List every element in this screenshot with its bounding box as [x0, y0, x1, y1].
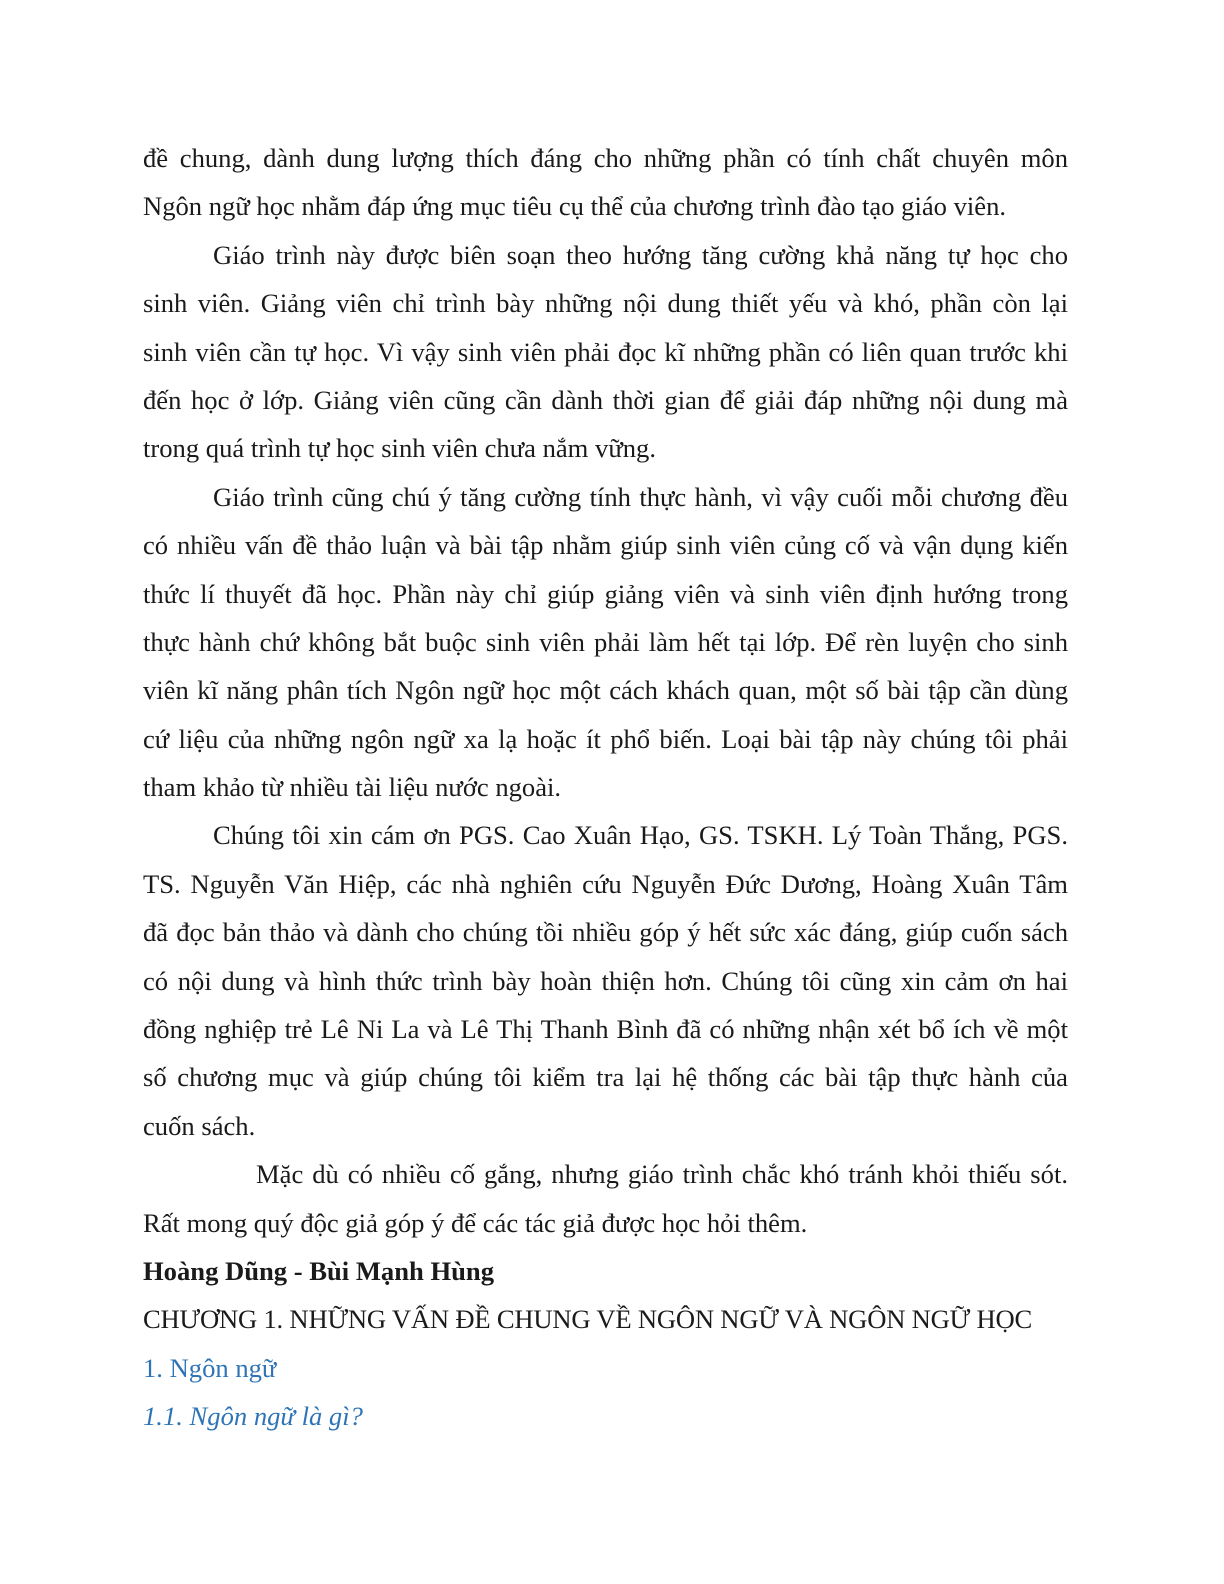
- text-line: thức lí thuyết đã học. Phần này chỉ giúp giảng viên và sinh viên định hướng trong: [143, 578, 1068, 609]
- text-line: Ngôn ngữ học nhằm đáp ứng mục tiêu cụ thể của chương trình đào tạo giáo viên.: [143, 191, 1007, 222]
- chapter-title: CHƯƠNG 1. NHỮNG VẤN ĐỀ CHUNG VỀ NGÔN NGỮ VÀ NGÔN NGỮ HỌC: [143, 1304, 1033, 1335]
- text-line: đề chung, dành dung lượng thích đáng cho những phần có tính chất chuyên môn: [143, 143, 1068, 173]
- text-line: Giáo trình cũng chú ý tăng cường tính thực hành, vì vậy cuối mỗi chương đều: [213, 481, 1068, 512]
- text-line: số chương mục và giúp chúng tôi kiểm tra lại hệ thống các bài tập thực hành của: [143, 1062, 1068, 1093]
- subsection-heading: 1.1. Ngôn ngữ là gì?: [143, 1401, 363, 1432]
- paragraph: [143, 811, 1068, 1150]
- text-line: Rất mong quý độc giả góp ý để các tác giả được học hỏi thêm.: [143, 1207, 808, 1238]
- text-line: có nội dung và hình thức trình bày hoàn thiện hơn. Chúng tôi cũng xin cảm ơn hai: [143, 965, 1068, 996]
- text-line: TS. Nguyễn Văn Hiệp, các nhà nghiên cứu Nguyễn Đức Dương, Hoàng Xuân Tâm: [143, 868, 1068, 899]
- text-line: đồng nghiệp trẻ Lê Ni La và Lê Thị Thanh Bình đã có những nhận xét bổ ích về một: [143, 1014, 1068, 1045]
- text-line: Chúng tôi xin cám ơn PGS. Cao Xuân Hạo, GS. TSKH. Lý Toàn Thắng, PGS.: [213, 820, 1068, 851]
- text-line: Mặc dù có nhiều cố gắng, nhưng giáo trình chắc khó tránh khỏi thiếu sót.: [256, 1159, 1068, 1190]
- paragraph: [143, 1150, 1068, 1247]
- text-line: sinh viên cần tự học. Vì vậy sinh viên phải đọc kĩ những phần có liên quan trước khi: [143, 336, 1068, 367]
- text-line: có nhiều vấn đề thảo luận và bài tập nhằm giúp sinh viên củng cố và vận dụng kiến: [143, 530, 1068, 561]
- text-line: thực hành chứ không bắt buộc sinh viên phải làm hết tại lớp. Để rèn luyện cho sinh: [143, 626, 1068, 657]
- text-line: cứ liệu của những ngôn ngữ xa lạ hoặc ít phổ biến. Loại bài tập này chúng tôi phải: [143, 723, 1068, 754]
- text-line: trong quá trình tự học sinh viên chưa nắm vững.: [143, 433, 656, 464]
- text-line: tham khảo từ nhiều tài liệu nước ngoài.: [143, 772, 562, 803]
- text-line: viên kĩ năng phân tích Ngôn ngữ học một cách khách quan, một số bài tập cần dùng: [143, 675, 1068, 706]
- author-signature: Hoàng Dũng - Bùi Mạnh Hùng: [143, 1255, 495, 1286]
- text-line: đã đọc bản thảo và dành cho chúng tồi nhiều góp ý hết sức xác đáng, giúp cuốn sách: [143, 917, 1068, 948]
- paragraph: [143, 231, 1068, 473]
- text-line: đến học ở lớp. Giảng viên cũng cần dành thời gian để giải đáp những nội dung mà: [143, 384, 1068, 415]
- document-page: [143, 134, 1068, 1441]
- paragraph: [143, 134, 1068, 231]
- text-line: Giáo trình này được biên soạn theo hướng tăng cường khả năng tự học cho: [213, 239, 1068, 270]
- text-line: cuốn sách.: [143, 1110, 256, 1141]
- paragraph: [143, 473, 1068, 812]
- text-line: sinh viên. Giảng viên chỉ trình bày những nội dung thiết yếu và khó, phần còn lại: [143, 288, 1068, 319]
- section-heading: 1. Ngôn ngữ: [143, 1352, 277, 1383]
